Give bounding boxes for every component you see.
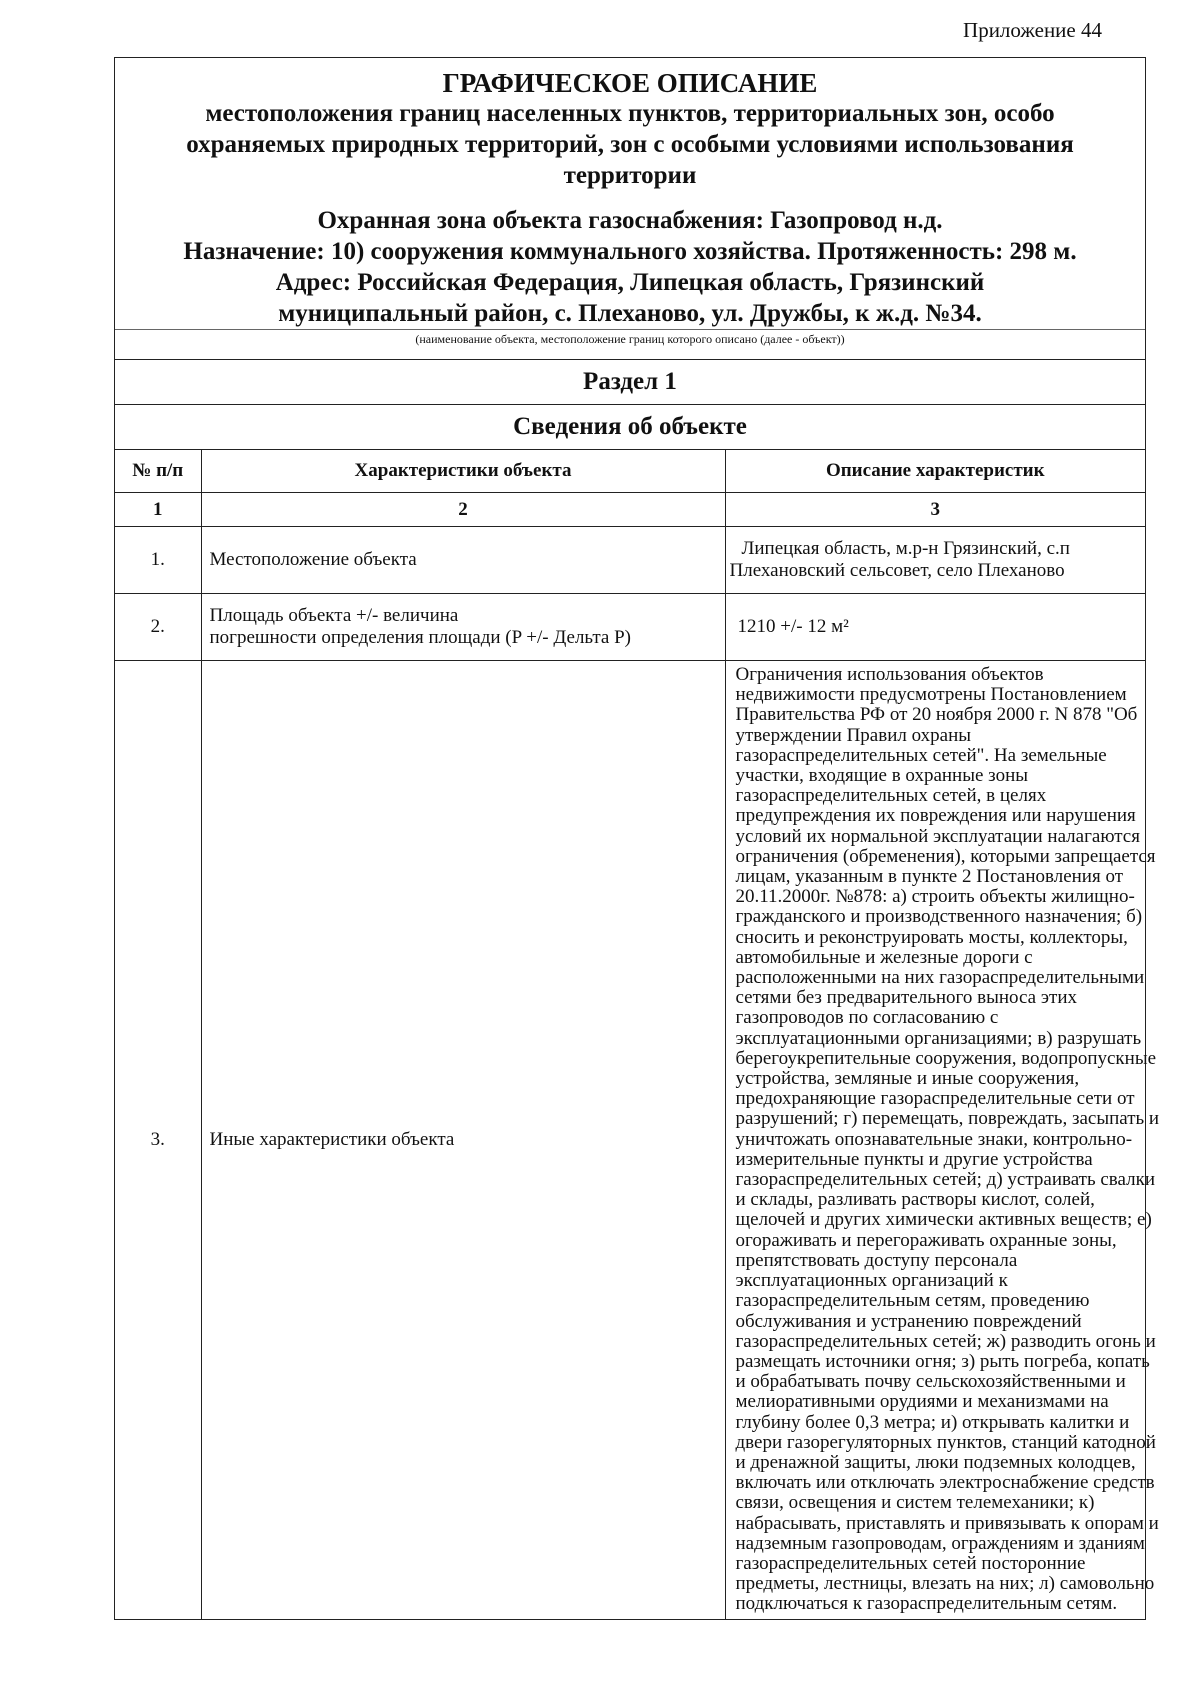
column-number: 2 bbox=[201, 493, 725, 527]
value-line: условий их нормальной эксплуатации налагаются bbox=[735, 825, 1140, 847]
value-line: сносить и реконструировать мосты, коллекторы, bbox=[735, 926, 1128, 948]
row-number: 2. bbox=[115, 594, 201, 661]
section-subtitle: Сведения об объекте bbox=[115, 404, 1145, 449]
subtitle-line: территории bbox=[563, 162, 697, 189]
table-header-row bbox=[115, 450, 1145, 493]
document-header bbox=[115, 58, 1145, 329]
value-line: берегоукрепительные сооружения, водопропускные bbox=[735, 1047, 1157, 1069]
value-line: разрушений; г) перемещать, повреждать, засыпать и bbox=[735, 1108, 1160, 1130]
characteristic-line: Площадь объекта +/- величина bbox=[209, 605, 459, 626]
section-title: Раздел 1 bbox=[115, 359, 1145, 404]
value-line: подключаться к газораспределительным сетям. bbox=[735, 1593, 1118, 1615]
value-line: эксплуатационных организаций к bbox=[735, 1270, 1008, 1292]
document-frame bbox=[114, 57, 1160, 1620]
value-line: набрасывать, приставлять и привязывать к опорам и bbox=[735, 1512, 1159, 1534]
value-line: Ограничения использования объектов bbox=[735, 664, 1044, 685]
object-line: Адрес: Российская Федерация, Липецкая область, Грязинский bbox=[275, 269, 985, 296]
value-line: участки, входящие в охранные зоны bbox=[735, 765, 1029, 787]
row-value: 1210 +/- 12 м² bbox=[725, 594, 1145, 661]
object-line: муниципальный район, с. Плеханово, ул. Дружбы, к ж.д. №34. bbox=[278, 300, 982, 327]
table-row bbox=[115, 527, 1145, 594]
value-line: мелиоративными орудиями и механизмами на bbox=[735, 1391, 1109, 1413]
row-value bbox=[725, 661, 1160, 1619]
value-line: газораспределительным сетям, проведению bbox=[735, 1290, 1090, 1312]
object-line: Охранная зона объекта газоснабжения: Газопровод н.д. bbox=[317, 207, 943, 234]
appendix-label: Приложение 44 bbox=[963, 18, 1102, 42]
value-line: гражданского и производственного назначения; б) bbox=[735, 906, 1143, 928]
header-cell-num: № п/п bbox=[115, 450, 201, 493]
object-caption: (наименование объекта, местоположение границ которого описано (далее - объект)) bbox=[115, 329, 1145, 359]
value-line: предметы, лестницы, влезать на них; л) самовольно bbox=[735, 1573, 1155, 1595]
value-line: и склады, разливать растворы кислот, солей, bbox=[735, 1189, 1095, 1211]
row-characteristic: Местоположение объекта bbox=[201, 527, 725, 594]
subtitle-line: охраняемых природных территорий, зон с особыми условиями использования bbox=[186, 131, 1074, 158]
document-title: ГРАФИЧЕСКОЕ ОПИСАНИЕ bbox=[442, 68, 818, 98]
value-line: расположенными на них газораспределительными bbox=[735, 967, 1145, 989]
object-line: Назначение: 10) сооружения коммунального хозяйства. Протяженность: 298 м. bbox=[183, 238, 1077, 265]
subtitle-line: местоположения границ населенных пунктов, территориальных зон, особо bbox=[205, 100, 1055, 127]
value-line: устройства, земляные и иные сооружения, bbox=[735, 1068, 1080, 1090]
value-line: лицам, указанным в пункте 2 Постановления от bbox=[735, 866, 1124, 888]
row-characteristic bbox=[201, 594, 725, 661]
value-line: глубину более 0,3 метра; и) открывать калитки и bbox=[735, 1411, 1130, 1433]
document-subtitle bbox=[123, 98, 1137, 191]
value-line: газораспределительных сетей". На земельные bbox=[735, 744, 1107, 766]
value-line: газораспределительных сетей, в целях bbox=[735, 785, 1047, 807]
value-line: газораспределительных сетей; д) устраивать свалки bbox=[735, 1169, 1156, 1191]
value-line: размещать источники огня; з) рыть погреба, копать bbox=[735, 1350, 1150, 1372]
column-number-row bbox=[115, 493, 1145, 527]
table-row bbox=[115, 661, 1145, 1619]
value-line: надземным газопроводам, ограждениям и зданиям bbox=[735, 1532, 1145, 1554]
value-line: препятствовать доступу персонала bbox=[735, 1249, 1018, 1271]
value-line: и дренажной защиты, люки подземных колодцев, bbox=[735, 1451, 1136, 1473]
header-cell-description: Описание характеристик bbox=[725, 450, 1145, 493]
value-line: автомобильные и железные дороги с bbox=[735, 946, 1033, 968]
value-line: огораживать и перегораживать охранные зоны, bbox=[735, 1229, 1117, 1251]
value-line: щелочей и других химически активных веществ; е) bbox=[735, 1209, 1152, 1231]
value-line: и обрабатывать почву сельскохозяйственными и bbox=[735, 1371, 1126, 1393]
value-line: эксплуатационными организациями; в) разрушать bbox=[735, 1027, 1142, 1049]
value-line: обслуживания и устранению повреждений bbox=[735, 1310, 1082, 1332]
value-line: Правительства РФ от 20 ноября 2000 г. N 878 "Об bbox=[735, 704, 1138, 726]
value-line: Плехановский сельсовет, село Плеханово bbox=[729, 560, 1065, 581]
value-line: предупреждения их повреждения или нарушения bbox=[735, 805, 1136, 827]
object-description bbox=[123, 205, 1137, 329]
value-line: включать или отключать электроснабжение средств bbox=[735, 1472, 1155, 1494]
value-line: уничтожать опознавательные знаки, контрольно- bbox=[735, 1128, 1133, 1150]
row-value bbox=[725, 527, 1145, 594]
row-characteristic: Иные характеристики объекта bbox=[201, 661, 725, 1619]
value-line: предохраняющие газораспределительные сети от bbox=[735, 1088, 1135, 1110]
row-number: 1. bbox=[115, 527, 201, 594]
row-number: 3. bbox=[115, 661, 201, 1619]
value-line: газораспределительных сетей посторонние bbox=[735, 1552, 1086, 1574]
table-row bbox=[115, 594, 1145, 661]
value-line: измерительные пункты и другие устройства bbox=[735, 1148, 1093, 1170]
column-number: 1 bbox=[115, 493, 201, 527]
value-line: двери газорегуляторных пунктов, станций катодной bbox=[735, 1431, 1156, 1453]
characteristic-line: погрешности определения площади (P +/- Дельта P) bbox=[209, 627, 631, 648]
value-line: связи, освещения и систем телемеханики; к) bbox=[735, 1492, 1095, 1514]
value-line: газопроводов по согласованию с bbox=[735, 1007, 999, 1029]
value-line: утверждении Правил охраны bbox=[735, 724, 971, 746]
value-line: газораспределительных сетей; ж) разводить огонь и bbox=[735, 1330, 1156, 1352]
value-line: недвижимости предусмотрены Постановлением bbox=[735, 684, 1127, 706]
value-line: 20.11.2000г. №878: а) строить объекты жилищно- bbox=[735, 886, 1135, 908]
header-cell-characteristic: Характеристики объекта bbox=[201, 450, 725, 493]
value-line: Липецкая область, м.р-н Грязинский, с.п bbox=[741, 538, 1070, 559]
object-info-table bbox=[115, 449, 1160, 1619]
value-line: сетями без предварительного выноса этих bbox=[735, 987, 1077, 1009]
value-line: ограничения (обременения), которыми запрещается bbox=[735, 845, 1156, 867]
column-number: 3 bbox=[725, 493, 1145, 527]
